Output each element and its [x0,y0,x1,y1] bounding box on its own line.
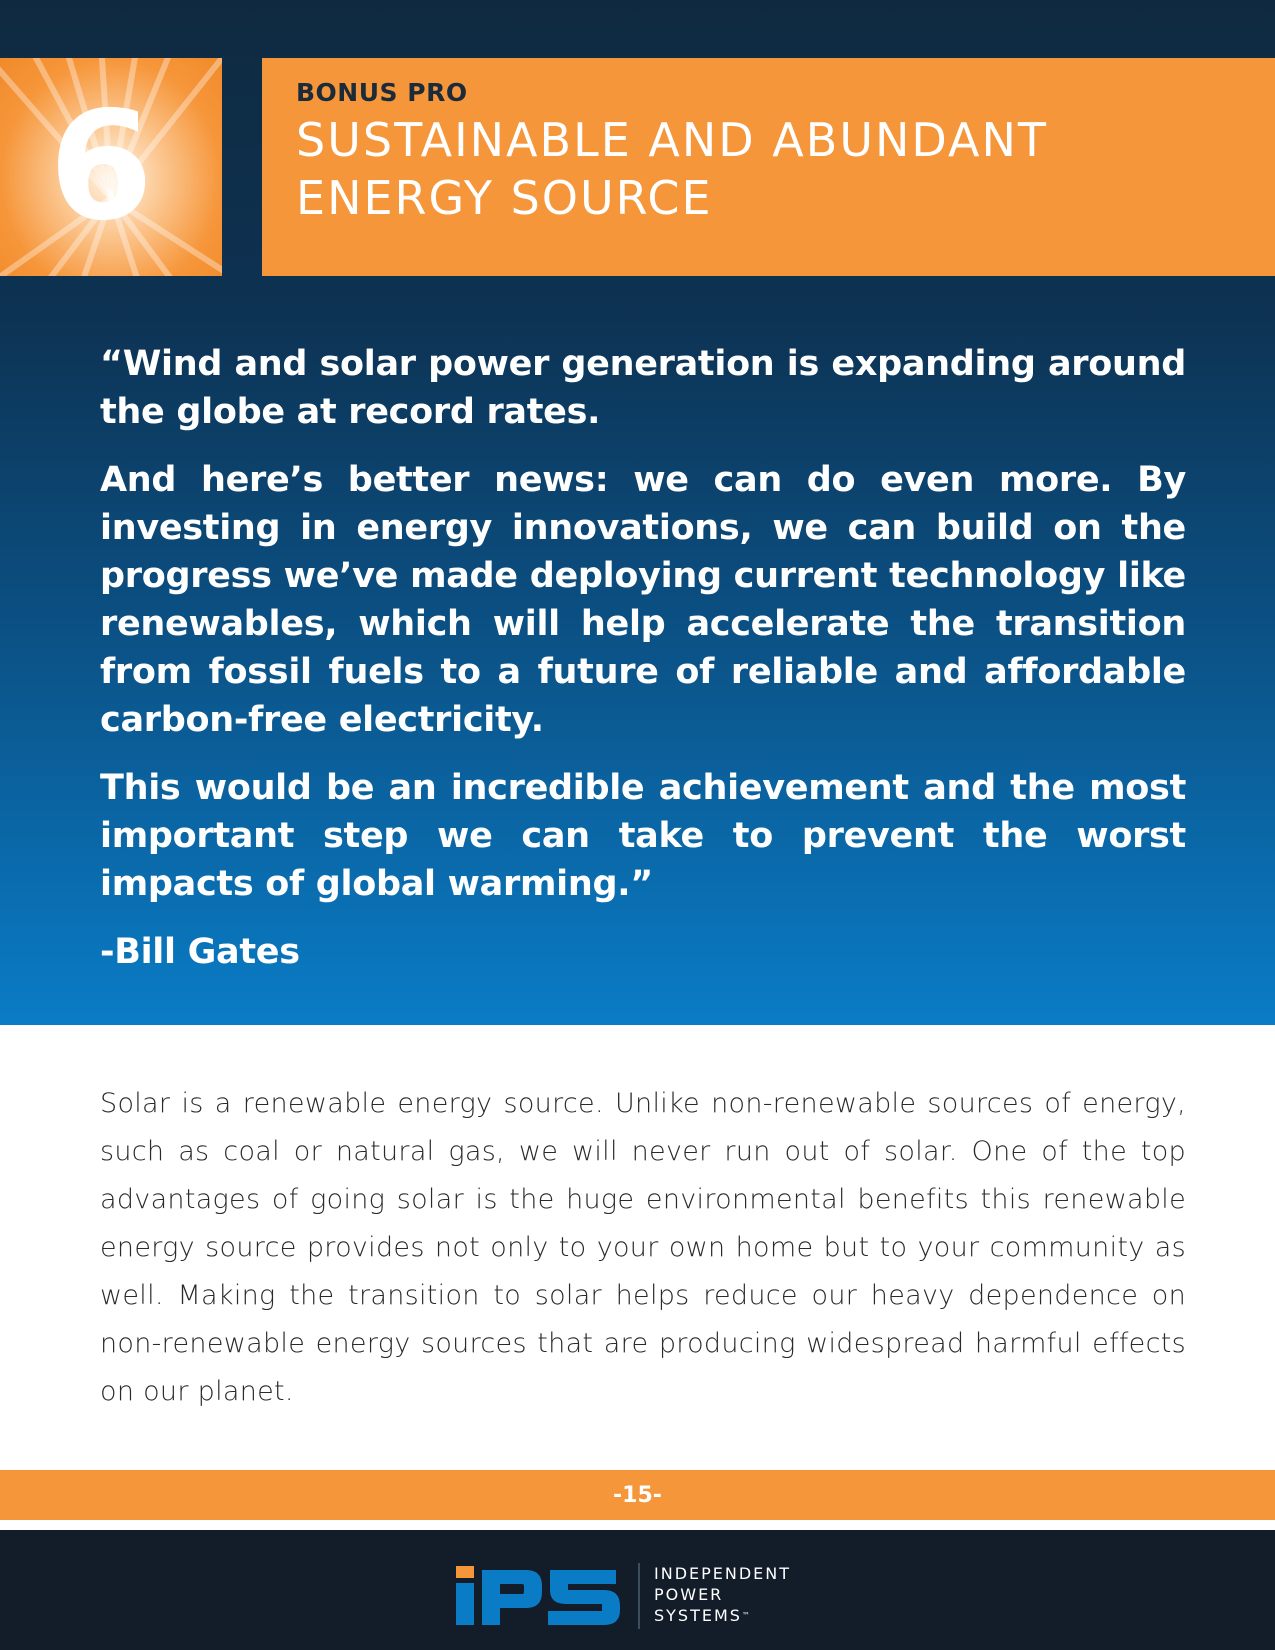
body-paragraph: Solar is a renewable energy source. Unlike non-renewable sources of energy, such as coal or natural gas, we will never run out of solar. One of the top advantages of going solar is the huge environmental benefits this renewable energy source provides not only to your own home but to your community as well. Making the transition to solar helps reduce our heavy dependence on non-renewable energy sources that are producing widespread harmful effects on our planet. [100,1088,1186,1407]
section-kicker: BONUS PRO [296,78,468,107]
logo-wordmark [654,1563,791,1626]
logo-line-2: POWER [654,1585,724,1604]
title-banner [262,58,1275,276]
section-number-badge [0,58,222,276]
footer [0,1530,1275,1650]
logo-line-1: INDEPENDENT [654,1564,792,1583]
section-number: 6 [48,80,154,254]
page-number: -15- [613,1482,662,1508]
ips-logo-mark [456,1566,624,1626]
quote-attribution: -Bill Gates [100,932,300,972]
quote-paragraph-1: “Wind and solar power generation is expanding around the globe at record rates. [100,344,1186,432]
section-title-line-1: SUSTAINABLE AND ABUNDANT [296,113,1048,167]
quote-paragraph-2: And here’s better news: we can do even more. By investing in energy innovations, we can build on the progress we’ve made deploying current technology like renewables, which will help accelerate the transition from fossil fuels to a future of reliable and affordable carbon-free electricity. [100,460,1186,740]
logo-divider [638,1563,640,1629]
quote-block [100,340,1186,996]
quote-paragraph-3: This would be an incredible achievement and the most important step we can take to prevent the worst impacts of global warming.” [100,768,1186,904]
ips-logo [456,1563,826,1633]
section-title-line-2: ENERGY SOURCE [296,171,713,225]
logo-line-3: SYSTEMS™ [654,1606,752,1625]
page-number-bar [0,1470,1275,1520]
